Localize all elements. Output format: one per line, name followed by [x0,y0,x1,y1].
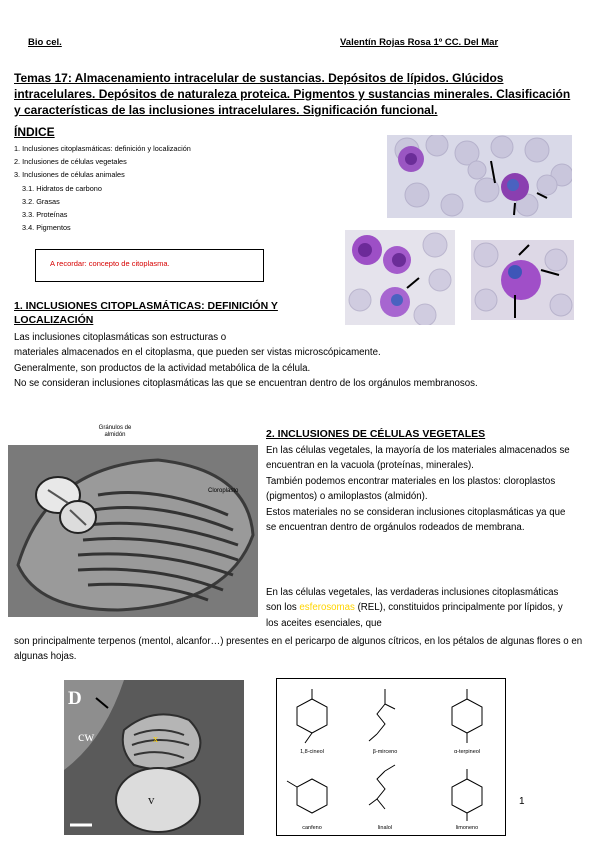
toc-item: 3.2. Grasas [22,196,60,206]
section2-paragraph: También podemos encontrar materiales en los plastos: cloroplastos (pigmentos) o amiloplastos (almidón). [266,475,556,503]
index-heading: ÍNDICE [14,125,55,139]
document-title: Temas 17: Almacenamiento intracelular de sustancias. Depósitos de lípidos. Glúcidos intracelulares. Depósitos de naturaleza proteica. Pigmentos y sustancias minerales. Clasificación y características de las inclusiones intracelulares. Significación funcional. [14,71,571,117]
toc-item: 1. Inclusiones citoplasmáticas: definición y localización [14,144,191,153]
section1-line: Generalmente, son productos de la actividad metabólica de la célula. [14,362,311,374]
esferosoma-micrograph [64,680,244,835]
chloroplast-label: Cloroplasto [208,488,239,494]
terpenes-structures-diagram [276,678,506,836]
esferosomas-text-mid: (REL), constituidos principalmente por lípidos, y los aceites esenciales, que [266,602,563,629]
blood-smear-drawing [387,135,572,218]
reminder-box: A recordar: concepto de citoplasma. [35,249,264,282]
section1-title: 1. INCLUSIONES CITOPLASMÁTICAS: DEFINICIÓN Y LOCALIZACIÓN [14,300,278,326]
section2-paragraph: Estos materiales no se consideran inclusiones citoplasmáticas ya que se encuentran dentro de orgánulos rodeados de membrana. [266,506,566,534]
header-right: Valentín Rojas Rosa 1º CC. Del Mar [340,37,499,48]
granules-label: Gránulos de almidón [98,425,132,438]
toc-item: 3.4. Pigmentos [22,223,71,233]
chloroplast-micrograph [8,445,258,617]
section2-text [266,443,576,535]
toc-item: 2. Inclusiones de células vegetales [14,157,127,167]
table-of-contents [14,142,191,234]
chem-name: 1,8-cineol [300,749,324,755]
section1-line: No se consideran inclusiones citoplasmáticas las que se encuentran dentro de los orgánulos membranosos. [14,378,478,390]
section2-paragraph-terpenes: son principalmente terpenos (mentol, alcanfor…) presentes en el pericarpo de algunos cítricos, en los pétalos de algunas flores o en algunas hojas. [14,636,583,663]
section1-text [14,330,504,392]
esferosomas-highlight: esferosomas [299,602,355,614]
blood-smear-drawing [471,240,574,320]
chem-name: canfeno [302,825,322,831]
figure-label-d: D [68,688,82,709]
toc-item: 3.1. Hidratos de carbono [22,183,102,193]
chem-name: linalol [377,825,393,831]
section2-title: 2. INCLUSIONES DE CÉLULAS VEGETALES [266,428,486,440]
esferosoma-drawing [64,680,244,835]
chem-name: α-terpineol [453,749,481,755]
blood-smear-drawing [345,230,455,325]
blood-smear-micrograph-3 [471,240,574,320]
chloroplast-drawing [8,445,258,617]
figure-label-x: x [153,734,158,745]
toc-item: 3.3. Proteínas [22,210,68,220]
section1-line: materiales almacenados en el citoplasma, que pueden ser vistas microscópicamente. [14,347,381,359]
blood-smear-micrograph-1 [387,135,572,218]
figure-label-cw: cw [78,730,95,745]
blood-smear-micrograph-2 [345,230,455,325]
header-left: Bio cel. [28,37,62,48]
section2-paragraph: En las células vegetales, la mayoría de los materiales almacenados se encuentran en la vacuola (proteínas, minerales). [266,445,570,472]
esferosomas-text-start: En las células vegetales, las verdaderas inclusiones citoplasmáticas son los [266,587,559,614]
figure-label-v: v [148,792,155,807]
page-number: 1 [519,796,525,807]
section1-line: Las inclusiones citoplasmáticas son estructuras o [14,332,227,343]
chem-name: β-mirceno [372,749,398,755]
terpenes-drawing [277,679,505,835]
section2-paragraph-esferosomas [266,585,576,631]
chem-name: limoneno [455,825,479,831]
toc-item: 3. Inclusiones de células animales [14,170,125,180]
